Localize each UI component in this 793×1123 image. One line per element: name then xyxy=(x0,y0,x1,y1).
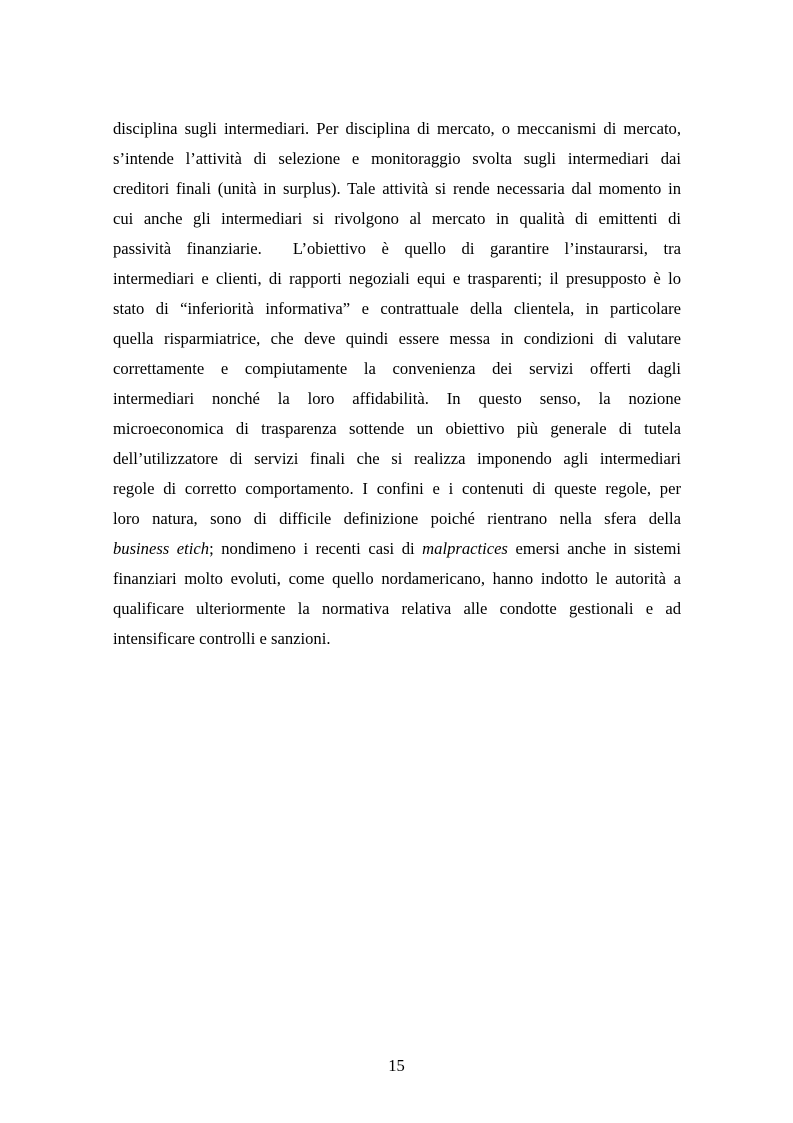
text-line xyxy=(113,474,681,504)
text-segment: stato di “inferiorità informativa” e contrattuale della clientela, in particolare xyxy=(113,299,681,318)
text-line xyxy=(113,264,681,294)
text-segment: microeconomica di trasparenza sottende un obiettivo più generale di tutela xyxy=(113,419,681,438)
text-segment: s’intende l’attività di selezione e monitoraggio svolta sugli intermediari dai xyxy=(113,149,681,168)
text-segment: regole di corretto comportamento. I confini e i contenuti di queste regole, per xyxy=(113,479,681,498)
text-segment: loro natura, sono di difficile definizione poiché rientrano nella sfera della xyxy=(113,509,681,528)
text-line xyxy=(113,624,681,654)
text-line xyxy=(113,174,681,204)
text-line xyxy=(113,324,681,354)
text-line xyxy=(113,594,681,624)
text-segment: emersi anche in sistemi xyxy=(507,539,681,558)
text-line xyxy=(113,114,681,144)
text-segment: intermediari nonché la loro affidabilità. In questo senso, la nozione xyxy=(113,389,681,408)
text-segment: finanziari molto evoluti, come quello nordamericano, hanno indotto le autorità a xyxy=(113,569,681,588)
text-line xyxy=(113,504,681,534)
text-segment: dell’utilizzatore di servizi finali che si realizza imponendo agli intermediari xyxy=(113,449,681,468)
text-segment: intensificare controlli e sanzioni. xyxy=(113,629,331,648)
text-segment: passività finanziarie. L’obiettivo è quello di garantire l’instaurarsi, tra xyxy=(113,239,681,258)
text-segment: qualificare ulteriormente la normativa relativa alle condotte gestionali e ad xyxy=(113,599,681,618)
text-segment: ; nondimeno i recenti casi di xyxy=(209,539,423,558)
italic-text-segment: malpractices xyxy=(422,539,508,558)
text-line xyxy=(113,234,681,264)
text-segment: cui anche gli intermediari si rivolgono al mercato in qualità di emittenti di xyxy=(113,209,681,228)
text-line xyxy=(113,204,681,234)
text-segment: quella risparmiatrice, che deve quindi essere messa in condizioni di valutare xyxy=(113,329,681,348)
text-line xyxy=(113,354,681,384)
text-line xyxy=(113,414,681,444)
text-line xyxy=(113,144,681,174)
italic-text-segment: business etich xyxy=(113,539,210,558)
body-paragraph xyxy=(113,114,681,654)
text-line xyxy=(113,294,681,324)
text-segment: disciplina sugli intermediari. Per disciplina di mercato, o meccanismi di mercato, xyxy=(113,119,681,138)
text-segment: correttamente e compiutamente la convenienza dei servizi offerti dagli xyxy=(113,359,681,378)
text-line xyxy=(113,534,681,564)
page-number: 15 xyxy=(388,1056,405,1075)
text-segment: creditori finali (unità in surplus). Tale attività si rende necessaria dal momento in xyxy=(113,179,681,198)
text-line xyxy=(113,444,681,474)
text-line xyxy=(113,384,681,414)
text-segment: intermediari e clienti, di rapporti negoziali equi e trasparenti; il presupposto è lo xyxy=(113,269,681,288)
text-line xyxy=(113,564,681,594)
